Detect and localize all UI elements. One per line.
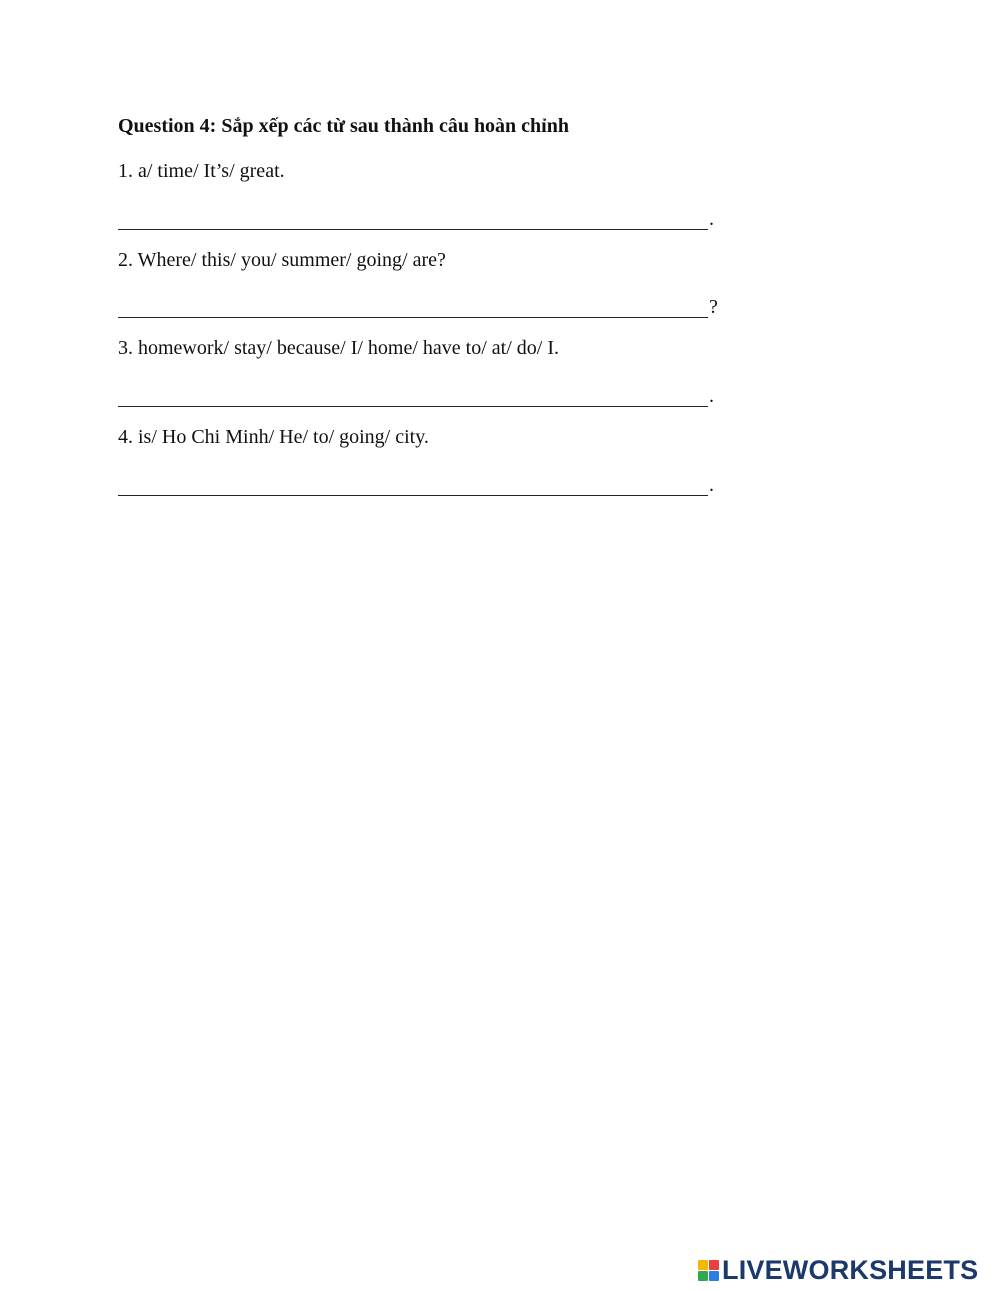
item-2-answer-row — [118, 292, 738, 322]
item-1-ending: . — [709, 208, 714, 230]
item-3-ending: . — [709, 385, 714, 407]
logo-text: LIVEWORKSHEETS — [722, 1254, 979, 1285]
item-4-prompt: 4. is/ Ho Chi Minh/ He/ to/ going/ city. — [118, 426, 429, 448]
item-4-answer-row — [118, 470, 738, 500]
item-4-answer-input[interactable] — [118, 470, 708, 496]
item-1-prompt: 1. a/ time/ It’s/ great. — [118, 160, 285, 182]
item-3-answer-row — [118, 381, 738, 411]
logo-tile-l — [698, 1260, 708, 1270]
item-4-ending: . — [709, 474, 714, 496]
item-2-ending: ? — [709, 296, 718, 318]
item-1-answer-input[interactable] — [118, 204, 708, 230]
logo-tile-v — [698, 1271, 708, 1281]
item-3-answer-input[interactable] — [118, 381, 708, 407]
item-1-answer-row — [118, 204, 738, 234]
logo-tile-i — [709, 1260, 719, 1270]
item-2-answer-input[interactable] — [118, 292, 708, 318]
logo-tiles-icon — [698, 1260, 719, 1281]
item-3-prompt: 3. homework/ stay/ because/ I/ home/ have to/ at/ do/ I. — [118, 337, 559, 359]
logo-tile-e — [709, 1271, 719, 1281]
question-title: Question 4: Sắp xếp các từ sau thành câu hoàn chỉnh — [118, 115, 569, 137]
liveworksheets-logo — [698, 1255, 978, 1285]
item-2-prompt: 2. Where/ this/ you/ summer/ going/ are? — [118, 249, 446, 271]
